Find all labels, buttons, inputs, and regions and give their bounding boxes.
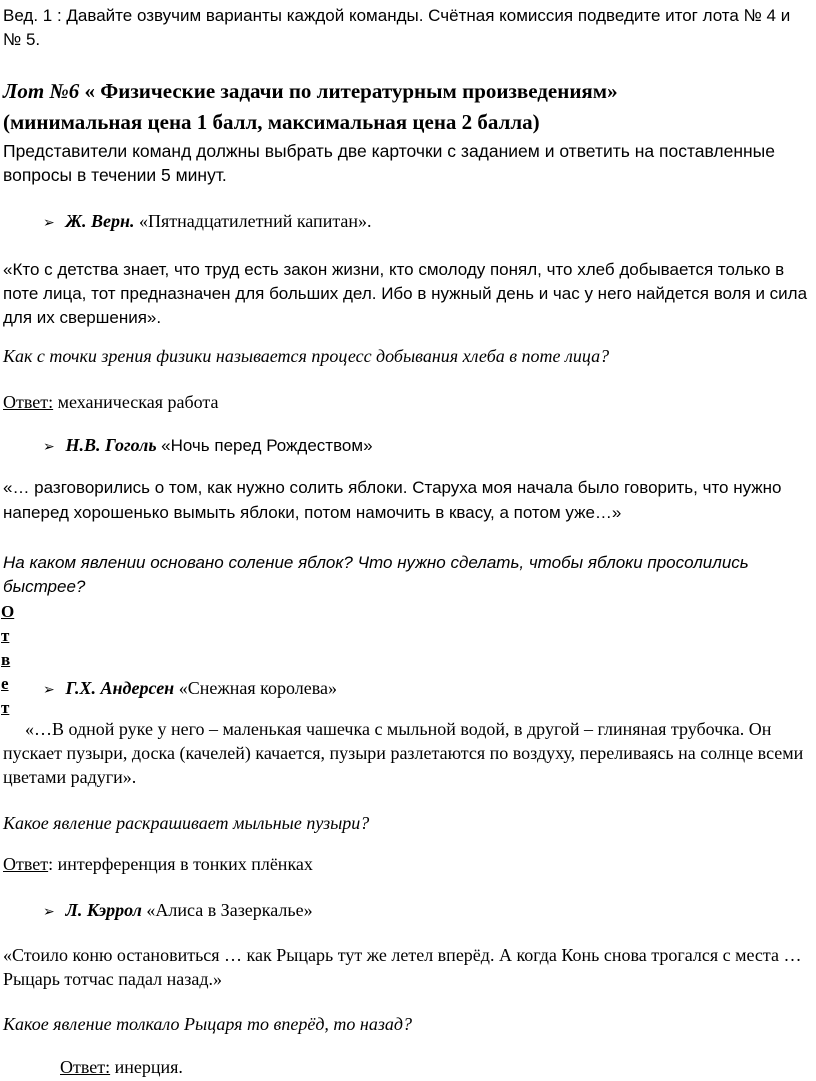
lot-label: Лот №6	[3, 79, 80, 103]
answer-letter: е	[1, 674, 9, 693]
task-4-work: «Алиса в Зазеркалье»	[146, 900, 313, 920]
bullet-arrow-icon: ➢	[43, 904, 55, 920]
task-2-answer-vertical	[1, 600, 15, 718]
task-2-quote: «… разговорились о том, как нужно солить яблоки. Старуха моя начала было говорить, что нужно наперед хорошенько вымыть яблоки, потом намочить в квасу, а потом уже…»	[3, 478, 782, 522]
lot-description: Представители команд должны выбрать две карточки с заданием и ответить на поставленные вопросы в течении 5 минут.	[3, 141, 775, 185]
answer-letter: т	[1, 698, 10, 717]
task-1-heading	[43, 209, 372, 235]
task-1-work: «Пятнадцатилетний капитан».	[139, 211, 372, 231]
lot-name: « Физические задачи по литературным произведениям»	[84, 79, 618, 103]
lot-price: (минимальная цена 1 балл, максимальная цена 2 балла)	[3, 110, 540, 134]
task-4-question: Какое явление толкало Рыцаря то вперёд, то назад?	[3, 1014, 412, 1034]
task-4-answer-value: инерция.	[110, 1057, 183, 1077]
task-2-heading	[43, 433, 373, 459]
task-3-answer	[3, 852, 313, 876]
task-1-question: Как с точки зрения физики называется процесс добывания хлеба в поте лица?	[3, 346, 610, 366]
task-4-author: Л. Кэррол	[65, 900, 142, 920]
task-2-work: «Ночь перед Рождеством»	[161, 436, 373, 455]
task-4-quote: «Стоило коню остановиться … как Рыцарь тут же летел вперёд. А когда Конь снова трогался с места … Рыцарь тотчас падал назад.»	[3, 945, 802, 989]
bullet-arrow-icon: ➢	[43, 682, 55, 698]
task-3-author: Г.Х. Андерсен	[65, 678, 175, 698]
task-1-answer-value: механическая работа	[53, 392, 219, 412]
task-4-answer-label: Ответ:	[60, 1057, 111, 1077]
answer-letter: в	[1, 650, 11, 669]
bullet-arrow-icon: ➢	[43, 439, 55, 455]
task-3-quote: «…В одной руке у него – маленькая чашечка с мыльной водой, в другой – глиняная трубочка. Он пускает пузыри, доска (качелей) качается, пузыри разлетаются по воздуху, переливаясь на солнце всеми цветами радуги».	[3, 719, 804, 787]
intro-text: Вед. 1 : Давайте озвучим варианты каждой команды. Счётная комиссия подведите итог лота № 4 и № 5.	[3, 6, 791, 49]
task-2-question: На каком явлении основано соление яблок? Что нужно сделать, чтобы яблоки просолились быстрее?	[3, 553, 749, 596]
task-1-answer-label: Ответ:	[3, 392, 54, 412]
answer-letter: т	[1, 626, 10, 645]
lot-title	[3, 76, 803, 138]
task-3-answer-value: : интерференция в тонких плёнках	[48, 854, 313, 874]
task-1-author: Ж. Верн.	[65, 211, 135, 231]
task-1-answer	[3, 390, 219, 414]
task-2-author: Н.В. Гоголь	[65, 435, 157, 455]
bullet-arrow-icon: ➢	[43, 215, 55, 231]
task-3-work: «Снежная королева»	[178, 678, 337, 698]
task-3-answer-label: Ответ	[3, 854, 49, 874]
answer-letter: О	[1, 602, 15, 621]
task-1-quote: «Кто с детства знает, что труд есть закон жизни, кто смолоду понял, что хлеб добывается только в поте лица, тот предназначен для больших дел. Ибо в нужный день и час у него найдется воля и сила для их свершения».	[3, 260, 808, 327]
task-4-heading	[43, 898, 313, 924]
task-3-question: Какое явление раскрашивает мыльные пузыри?	[3, 813, 370, 833]
task-4-answer	[60, 1055, 183, 1079]
task-3-heading	[43, 676, 337, 702]
